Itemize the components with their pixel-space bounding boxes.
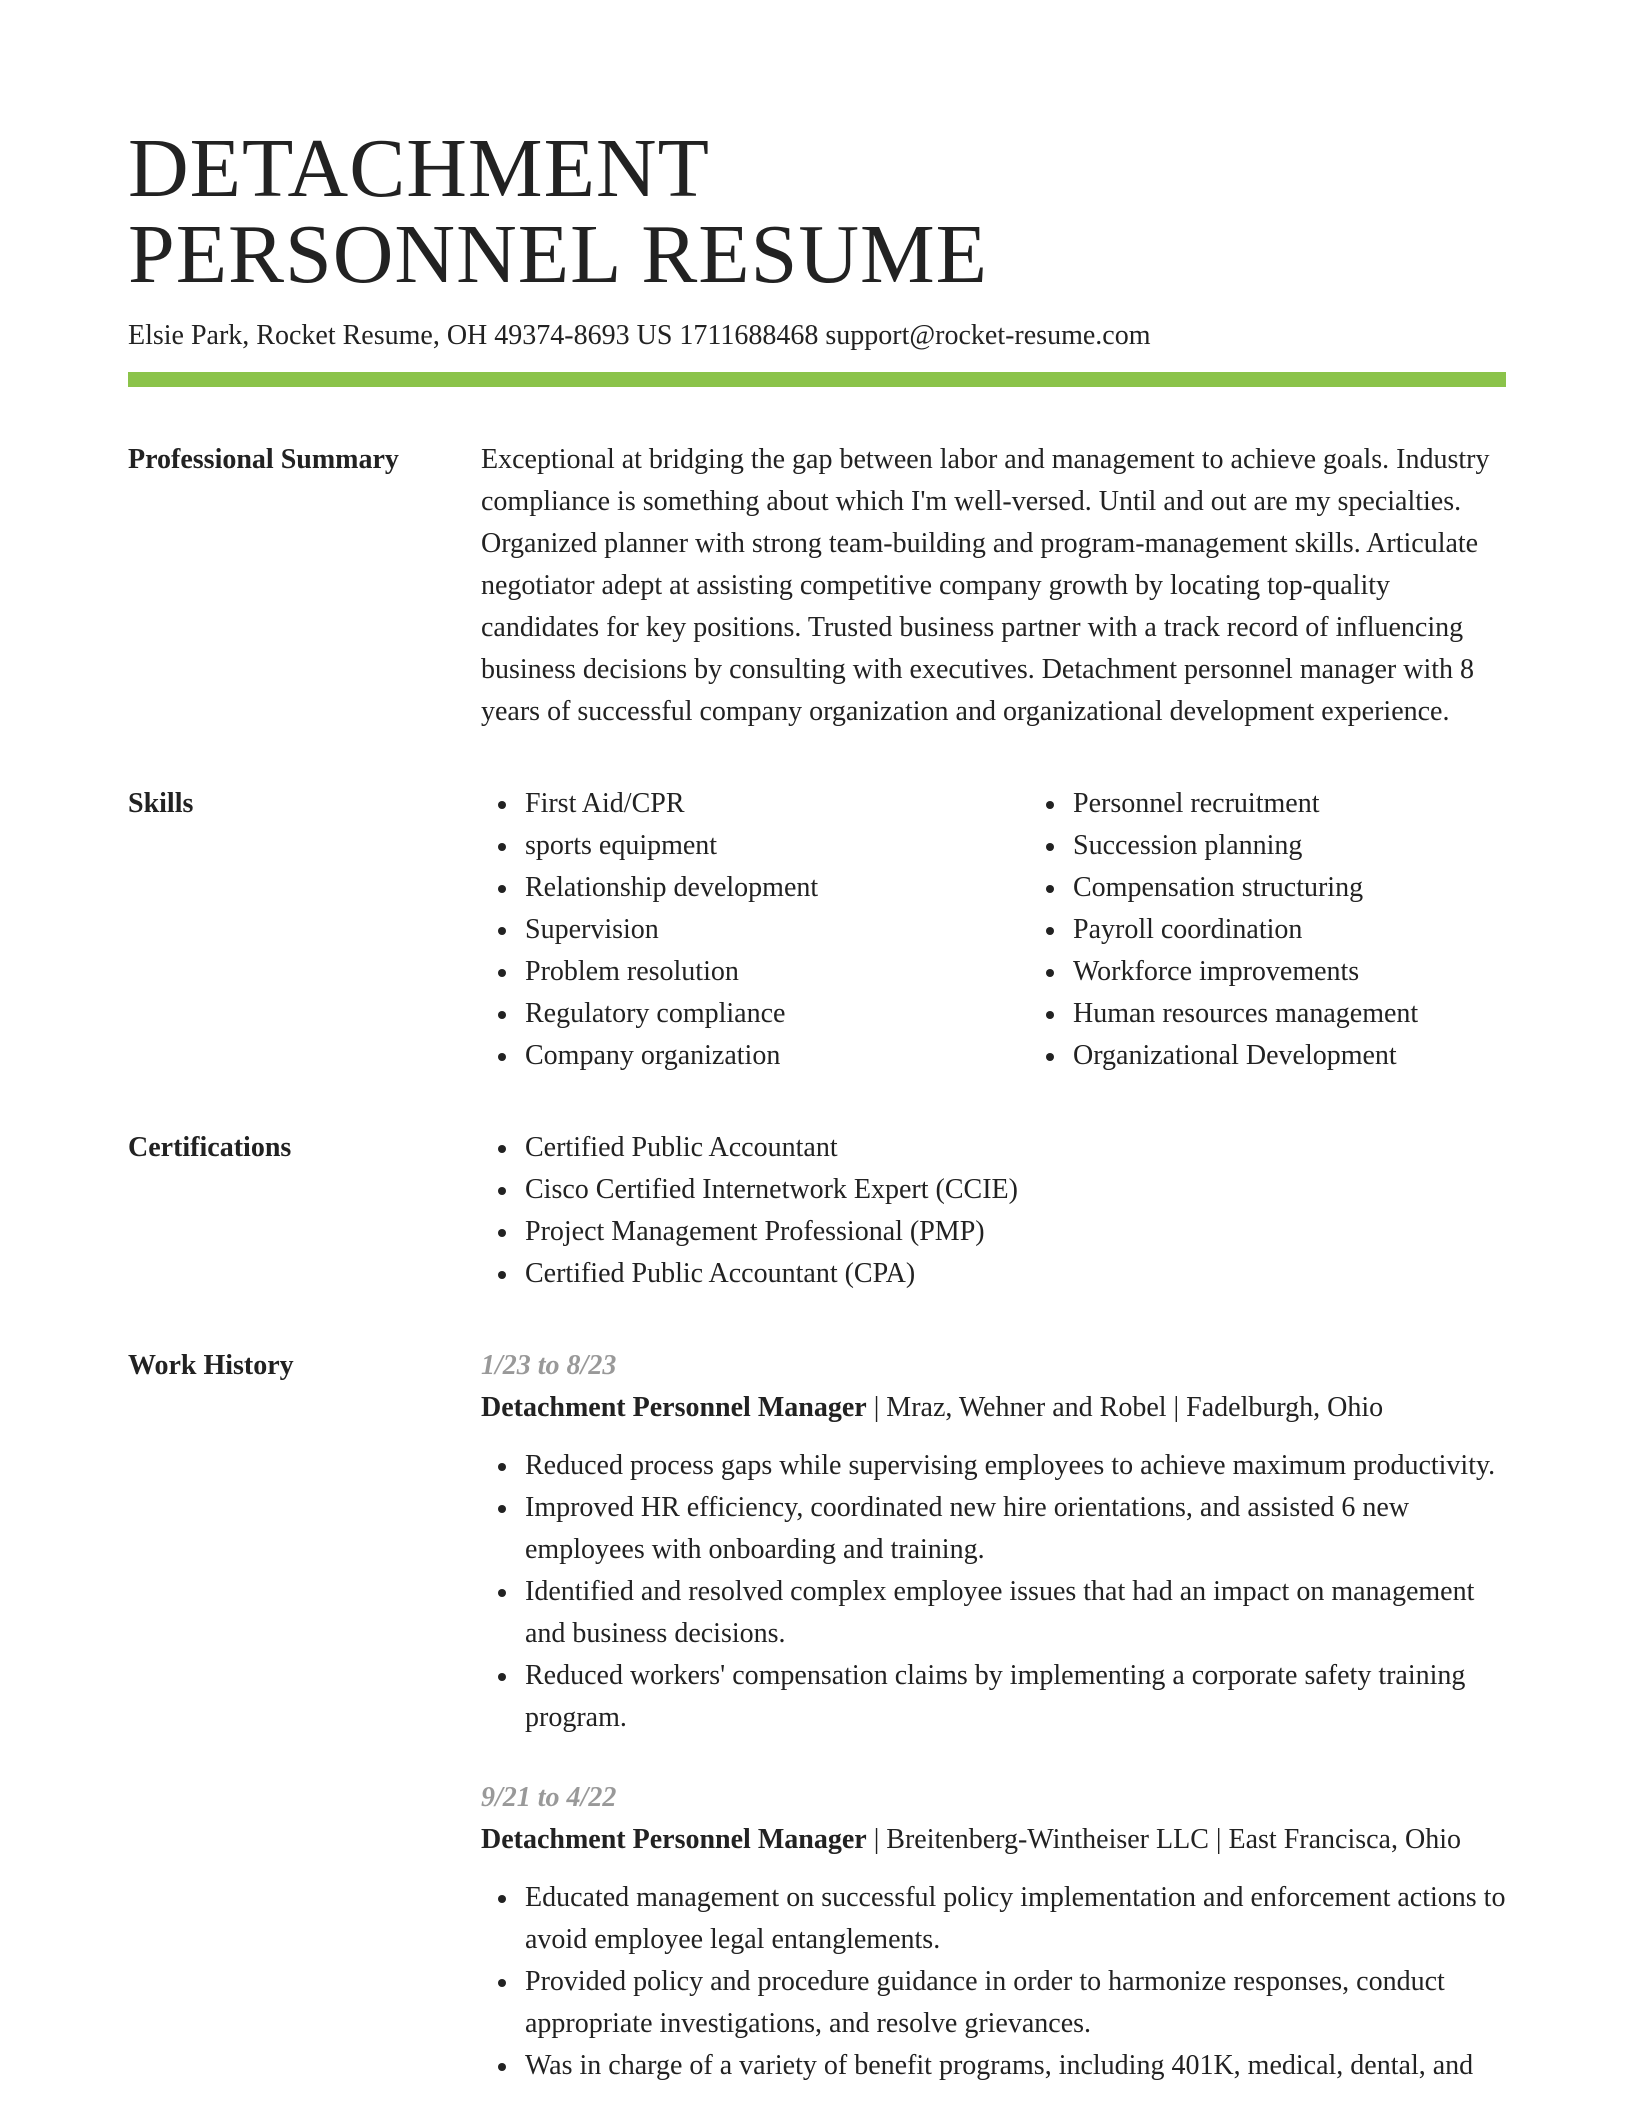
certification-item: Cisco Certified Internetwork Expert (CCIE) <box>525 1169 1506 1211</box>
skill-item: sports equipment <box>525 825 985 867</box>
resume-title <box>128 0 1506 301</box>
job-company-location: | Mraz, Wehner and Robel | Fadelburgh, Ohio <box>866 1392 1384 1423</box>
job-bullets <box>481 1445 1506 1739</box>
certification-item: Project Management Professional (PMP) <box>525 1211 1506 1253</box>
skill-item: Compensation structuring <box>1073 867 1533 909</box>
resume-page <box>128 0 1506 2125</box>
job-bullet: Provided policy and procedure guidance in order to harmonize responses, conduct appropriate investigations, and resolve grievances. <box>525 1961 1506 2045</box>
certification-item: Certified Public Accountant (CPA) <box>525 1253 1506 1295</box>
skills-list-left <box>481 783 985 1077</box>
skills-label: Skills <box>128 788 194 819</box>
job-bullet: Was in charge of a variety of benefit programs, including 401K, medical, dental, and <box>525 2045 1506 2087</box>
title-line-2: PERSONNEL RESUME <box>128 208 988 301</box>
skill-item: Problem resolution <box>525 951 985 993</box>
job-title: Detachment Personnel Manager <box>481 1824 867 1855</box>
skill-item: Personnel recruitment <box>1073 783 1533 825</box>
job-entry <box>481 1345 1506 1739</box>
job-bullet: Reduced workers' compensation claims by implementing a corporate safety training program. <box>525 1655 1506 1739</box>
skill-item: Company organization <box>525 1035 985 1077</box>
job-bullet: Reduced process gaps while supervising employees to achieve maximum productivity. <box>525 1445 1506 1487</box>
summary-section <box>128 439 1506 733</box>
job-title: Detachment Personnel Manager <box>481 1392 867 1423</box>
certification-item: Certified Public Accountant <box>525 1127 1506 1169</box>
job-heading <box>481 1819 1506 1861</box>
skill-item: Succession planning <box>1073 825 1533 867</box>
work-history-label: Work History <box>128 1350 294 1381</box>
job-heading <box>481 1387 1506 1429</box>
job-dates: 9/21 to 4/22 <box>481 1782 617 1813</box>
skill-item: Organizational Development <box>1073 1035 1533 1077</box>
skills-list-right <box>1029 783 1533 1077</box>
job-bullet: Improved HR efficiency, coordinated new hire orientations, and assisted 6 new employees with onboarding and training. <box>525 1487 1506 1571</box>
job-dates: 1/23 to 8/23 <box>481 1350 617 1381</box>
contact-line: Elsie Park, Rocket Resume, OH 49374-8693 US 1711688468 support@rocket-resume.com <box>128 320 1151 351</box>
job-company-location: | Breitenberg-Wintheiser LLC | East Francisca, Ohio <box>866 1824 1461 1855</box>
job-bullet: Identified and resolved complex employee issues that had an impact on management and business decisions. <box>525 1571 1506 1655</box>
skill-item: Relationship development <box>525 867 985 909</box>
skill-item: First Aid/CPR <box>525 783 985 825</box>
skills-section <box>128 783 1506 1077</box>
summary-text: Exceptional at bridging the gap between labor and management to achieve goals. Industry compliance is something about which I'm well-versed. Until and out are my specialties. Organized planner with strong team-building and program-management skills. Articulate negotiator adept at assisting competitive company growth by locating top-quality candidates for key positions. Trusted business partner with a track record of influencing business decisions by consulting with executives. Detachment personnel manager with 8 years of successful company organization and organizational development experience. <box>481 444 1490 727</box>
job-bullets <box>481 1877 1506 2087</box>
job-bullet: Educated management on successful policy implementation and enforcement actions to avoid employee legal entanglements. <box>525 1877 1506 1961</box>
certifications-section <box>128 1127 1506 1295</box>
certifications-list <box>481 1127 1506 1295</box>
skill-item: Regulatory compliance <box>525 993 985 1035</box>
skill-item: Human resources management <box>1073 993 1533 1035</box>
skill-item: Supervision <box>525 909 985 951</box>
certifications-label: Certifications <box>128 1132 292 1163</box>
job-entry <box>481 1777 1506 2087</box>
skill-item: Workforce improvements <box>1073 951 1533 993</box>
skill-item: Payroll coordination <box>1073 909 1533 951</box>
title-line-1: DETACHMENT <box>128 122 710 215</box>
summary-label: Professional Summary <box>128 444 399 475</box>
work-history-section <box>128 1345 1506 2125</box>
accent-divider <box>128 372 1506 387</box>
